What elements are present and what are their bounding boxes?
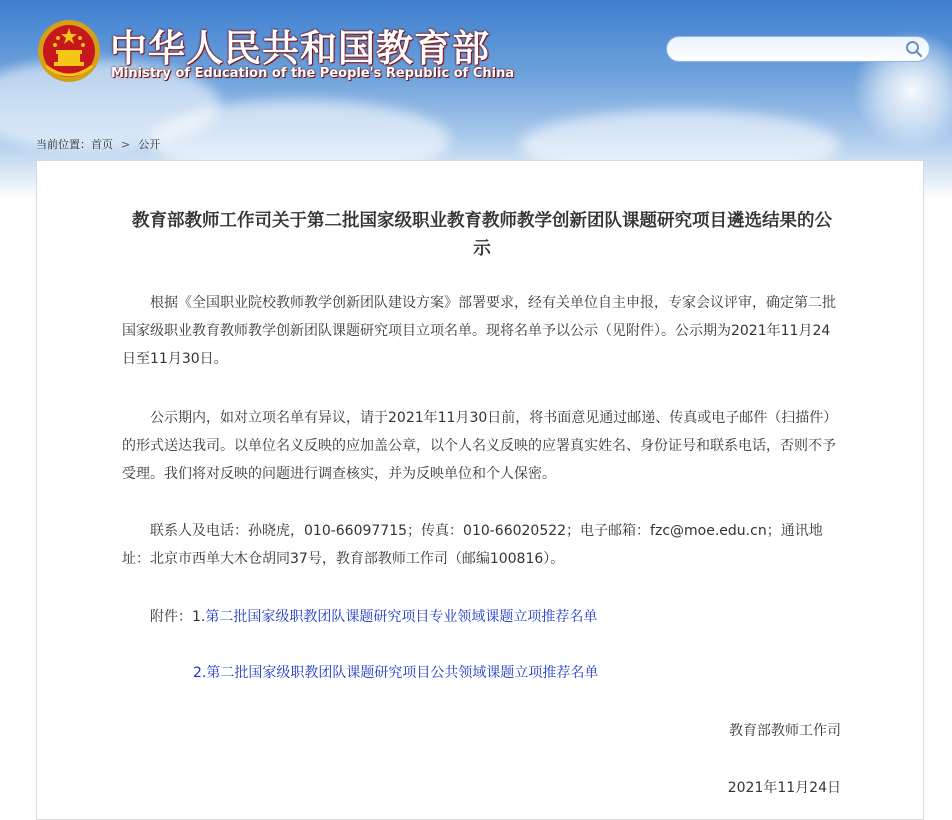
attachment-row bbox=[193, 659, 598, 687]
attachment-number: 1. bbox=[192, 609, 206, 625]
publish-date: 2021年11月24日 bbox=[727, 780, 841, 796]
article-paragraph: 根据《全国职业院校教师教学创新团队建设方案》部署要求，经有关单位自主申报，专家会议评审，确定第二批国家级职业教育教师教学创新团队课题研究项目立项名单。现将名单予以公示（见附件）。公示期为2021年11月24日至11月30日。 bbox=[122, 295, 836, 367]
national-emblem-icon bbox=[36, 18, 102, 84]
search-icon[interactable] bbox=[905, 40, 923, 58]
attachment-row bbox=[150, 603, 597, 631]
search-input[interactable] bbox=[677, 39, 901, 61]
breadcrumb-home-link[interactable]: 首页 bbox=[91, 138, 113, 151]
attachment-link-1[interactable]: 第二批国家级职教团队课题研究项目专业领域课题立项推荐名单 bbox=[205, 609, 598, 625]
attachment-number: 2. bbox=[193, 665, 207, 681]
breadcrumb-prefix: 当前位置： bbox=[36, 138, 91, 151]
search-box bbox=[666, 36, 930, 62]
breadcrumb-separator: > bbox=[121, 138, 131, 151]
article-paragraph: 公示期内，如对立项名单有异议，请于2021年11月30日前，将书面意见通过邮递、传真或电子邮件（扫描件）的形式送达我司。以单位名义反映的应加盖公章，以个人名义反映的应署真实姓名、身份证号和联系电话，否则不予受理。我们将对反映的问题进行调查核实，并为反映单位和个人保密。 bbox=[122, 410, 838, 482]
site-subtitle: Ministry of Education of the People's Republic of China bbox=[111, 66, 515, 81]
breadcrumb-public-link[interactable]: 公开 bbox=[138, 138, 161, 151]
attachment-link-2[interactable]: 第二批国家级职教团队课题研究项目公共领域课题立项推荐名单 bbox=[206, 665, 599, 681]
breadcrumb bbox=[36, 136, 160, 152]
signature: 教育部教师工作司 bbox=[729, 723, 841, 739]
attachment-label: 附件： bbox=[150, 609, 192, 625]
article-title: 教育部教师工作司关于第二批国家级职业教育教师教学创新团队课题研究项目遴选结果的公示 bbox=[132, 211, 832, 259]
article-container bbox=[36, 160, 924, 820]
article-paragraph: 联系人及电话：孙晓虎，010-66097715；传真：010-66020522；电子邮箱：fzc@moe.edu.cn；通讯地址：北京市西单大木仓胡同37号，教育部教师工作司（邮编100816）。 bbox=[122, 523, 823, 567]
site-title: 中华人民共和国教育部 bbox=[110, 27, 490, 70]
